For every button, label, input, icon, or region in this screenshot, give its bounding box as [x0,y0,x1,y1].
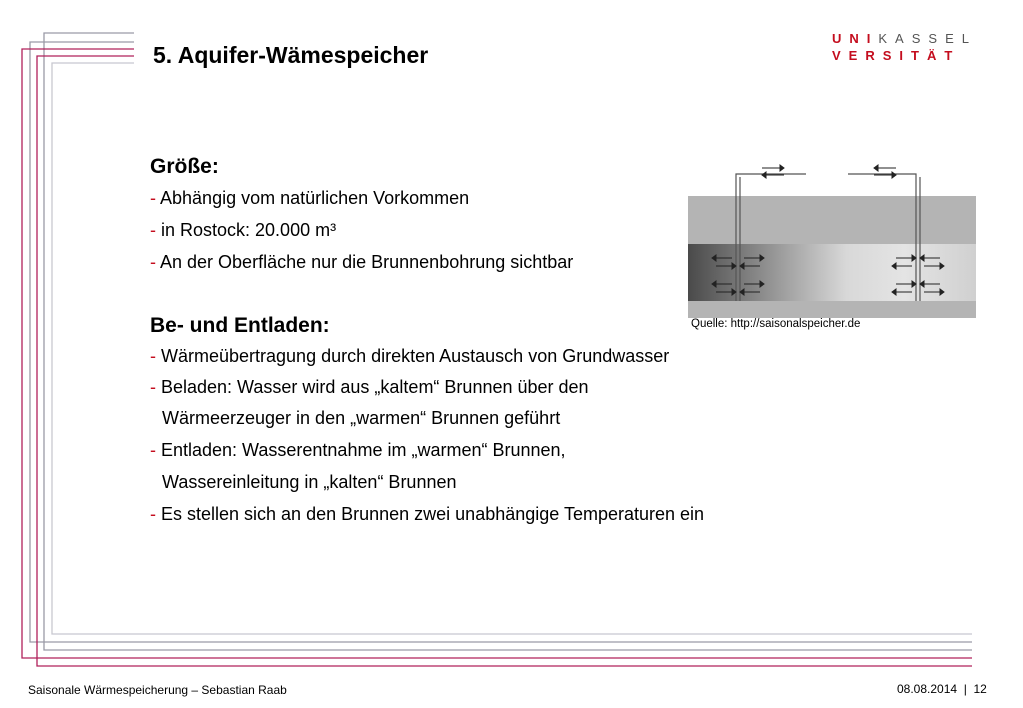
list-item: - Wärmeübertragung durch direkten Austausch von Grundwasser [150,346,670,366]
bullet-dash: - [150,377,161,397]
list-item: - An der Oberfläche nur die Brunnenbohrung sichtbar [150,252,574,272]
list-item: - Beladen: Wasser wird aus „kaltem“ Brunnen über den [150,377,589,397]
bullet-dash: - [150,346,161,366]
list-item: - Abhängig vom natürlichen Vorkommen [150,188,470,208]
aquifer-diagram [688,163,976,318]
page-title: 5. Aquifer-Wämespeicher [153,42,429,68]
list-item: - Es stellen sich an den Brunnen zwei unabhängige Temperaturen ein [150,504,705,524]
list-item-continuation: Wassereinleitung in „kalten“ Brunnen [162,472,457,492]
bullet-dash: - [150,504,161,524]
list-item: - Entladen: Wasserentnahme im „warmen“ Brunnen, [150,440,566,460]
bullet-dash: - [150,220,161,240]
footer-date-page: 08.08.2014 | 12 [897,682,987,696]
upper-layer [688,196,976,244]
figure-caption: Quelle: http://saisonalspeicher.de [691,318,861,330]
list-item: - in Rostock: 20.000 m³ [150,220,337,240]
bullet-dash: - [150,440,161,460]
university-logo: UNIKASSEL VERSITÄT [832,31,977,63]
footer-title: Saisonale Wärmespeicherung – Sebastian Raab [28,683,287,697]
list-item-continuation: Wärmeerzeuger in den „warmen“ Brunnen geführt [162,408,561,428]
bullet-dash: - [150,252,161,272]
section-heading-loading: Be- und Entladen: [150,314,330,337]
lower-layer [688,301,976,318]
bullet-dash: - [150,188,161,208]
section-heading-size: Größe: [150,155,219,178]
